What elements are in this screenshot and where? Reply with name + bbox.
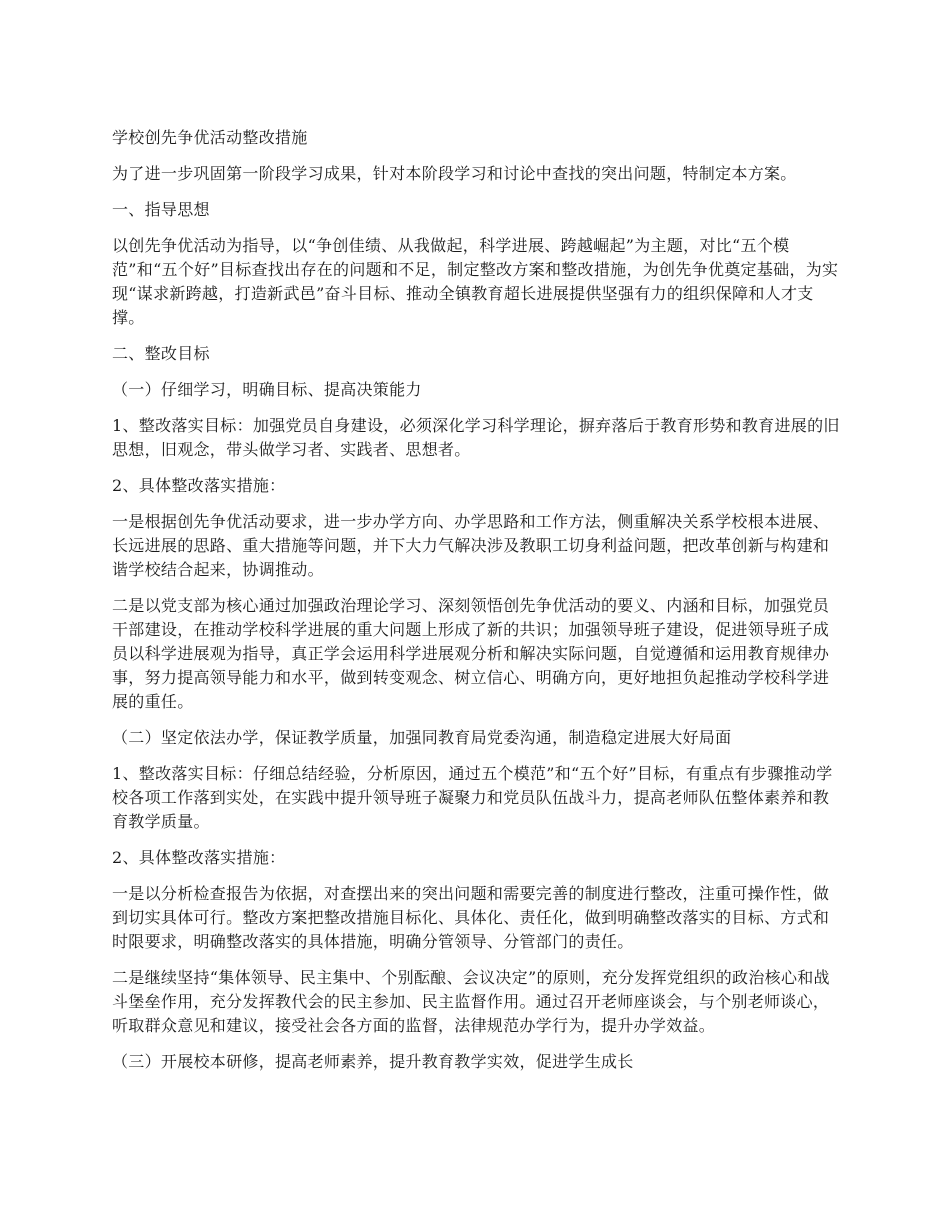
subsection-1-measures-label: 2、具体整改落实措施： — [112, 476, 286, 495]
subsection-heading-3: （三）开展校本研修，提高老师素养，提升教育教学实效，促进学生成长 — [112, 1052, 634, 1071]
subsection-1-measure-1: 一是根据创先争优活动要求，进一步办学方向、办学思路和工作方法，侧重解决关系学校根本进展、长远进展的思路、重大措施等问题，并下大力气解决涉及教职工切身利益问题，把改革创新与构建和谐学校结合起来，协调推动。 — [112, 512, 830, 579]
subsection-1-measure-2: 二是以党支部为核心通过加强政治理论学习、深刻领悟创先争优活动的要义、内涵和目标，加强党员干部建设，在推动学校科学进展的重大问题上形成了新的共识；加强领导班子建设，促进领导班子成员以科学进展观为指导，真正学会运用科学进展观分析和解决实际问题，自觉遵循和运用教育规律办事，努力提高领导能力和水平，做到转变观念、树立信心、明确方向，更好地担负起推动学校科学进展的重任。 — [112, 596, 830, 711]
document-page — [112, 126, 840, 1086]
section-heading-guiding-ideology: 一、指导思想 — [112, 200, 210, 219]
subsection-heading-1: （一）仔细学习，明确目标、提高决策能力 — [112, 380, 422, 399]
subsection-2-measures-label: 2、具体整改落实措施： — [112, 848, 286, 867]
subsection-1-goal: 1、整改落实目标：加强党员自身建设，必须深化学习科学理论，摒弃落后于教育形势和教育进展的旧思想，旧观念，带头做学习者、实践者、思想者。 — [112, 416, 840, 459]
subsection-heading-2: （二）坚定依法办学，保证教学质量，加强同教育局党委沟通，制造稳定进展大好局面 — [112, 728, 732, 747]
document-title: 学校创先争优活动整改措施 — [112, 128, 308, 147]
intro-paragraph: 为了进一步巩固第一阶段学习成果，针对本阶段学习和讨论中查找的突出问题，特制定本方案。 — [112, 164, 797, 183]
subsection-2-measure-2: 二是继续坚持“集体领导、民主集中、个别酝酿、会议决定”的原则，充分发挥党组织的政治核心和战斗堡垒作用，充分发挥教代会的民主参加、民主监督作用。通过召开老师座谈会，与个别老师谈心，听取群众意见和建议，接受社会各方面的监督，法律规范办学行为，提升办学效益。 — [112, 968, 830, 1035]
guiding-ideology-paragraph: 以创先争优活动为指导，以“争创佳绩、从我做起，科学进展、跨越崛起”为主题，对比“五个模范”和“五个好”目标查找出存在的问题和不足，制定整改方案和整改措施，为创先争优奠定基础，为实现“谋求新跨越，打造新武邑”奋斗目标、推动全镇教育超长进展提供坚强有力的组织保障和人才支撑。 — [112, 236, 839, 327]
section-heading-rectification-goals: 二、整改目标 — [112, 344, 210, 363]
subsection-2-goal: 1、整改落实目标：仔细总结经验，分析原因，通过五个模范”和“五个好”目标，有重点有步骤推动学校各项工作落到实处，在实践中提升领导班子凝聚力和党员队伍战斗力，提高老师队伍整体素养和教育教学质量。 — [112, 764, 833, 831]
subsection-2-measure-1: 一是以分析检查报告为依据，对查摆出来的突出问题和需要完善的制度进行整改，注重可操作性，做到切实具体可行。整改方案把整改措施目标化、具体化、责任化，做到明确整改落实的目标、方式和时限要求，明确整改落实的具体措施，明确分管领导、分管部门的责任。 — [112, 884, 830, 951]
